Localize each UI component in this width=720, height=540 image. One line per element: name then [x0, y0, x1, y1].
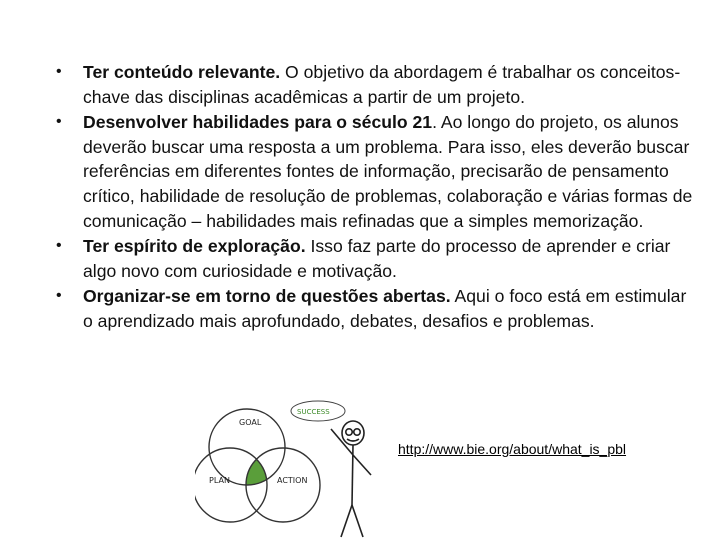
- bullet-item: [54, 60, 694, 109]
- plan-label: PLAN: [209, 476, 230, 485]
- bullet-body: . Ao longo do projeto, os alunos deverão buscar uma resposta a um problema. Para isso, eles deverão buscar referências em diferentes fontes de informação, precisarão de pensamento crítico, habilidade de resolução de problemas, colaboração e várias formas de comunicação – habilidades mais refinadas que a simples memorização.: [83, 112, 693, 231]
- bullet-body: O objetivo da abordagem é trabalhar os conceitos-chave das disciplinas acadêmicas a partir de um projeto.: [83, 62, 681, 107]
- bullet-list: [54, 60, 694, 335]
- bullet-item: [54, 234, 694, 283]
- bullet-dot: •: [56, 113, 62, 131]
- bullet-heading: Ter conteúdo relevante.: [83, 62, 281, 82]
- venn-illustration: [195, 395, 395, 540]
- bullet-heading: Organizar-se em torno de questões abertas.: [83, 286, 451, 307]
- bullet-body: Aqui o foco está em estimular o aprendizado mais aprofundado, debates, desafios e problemas.: [83, 286, 687, 331]
- bullet-heading: Desenvolver habilidades para o século 21: [83, 112, 433, 133]
- bullet-item: [54, 110, 694, 233]
- bullet-dot: •: [56, 287, 62, 305]
- source-link[interactable]: http://www.bie.org/about/what_is_pbl: [398, 441, 627, 457]
- action-label: ACTION: [277, 476, 308, 485]
- bullet-heading: Ter espírito de exploração.: [83, 236, 306, 257]
- goal-label: GOAL: [239, 418, 262, 427]
- stick-figure: [331, 421, 371, 537]
- bullet-item: [54, 284, 694, 333]
- success-label: SUCCESS: [297, 408, 330, 416]
- bullet-dot: •: [56, 237, 62, 255]
- bullet-dot: •: [56, 63, 62, 80]
- bullet-body: Isso faz parte do processo de aprender e criar algo novo com curiosidade e motivação.: [83, 236, 671, 281]
